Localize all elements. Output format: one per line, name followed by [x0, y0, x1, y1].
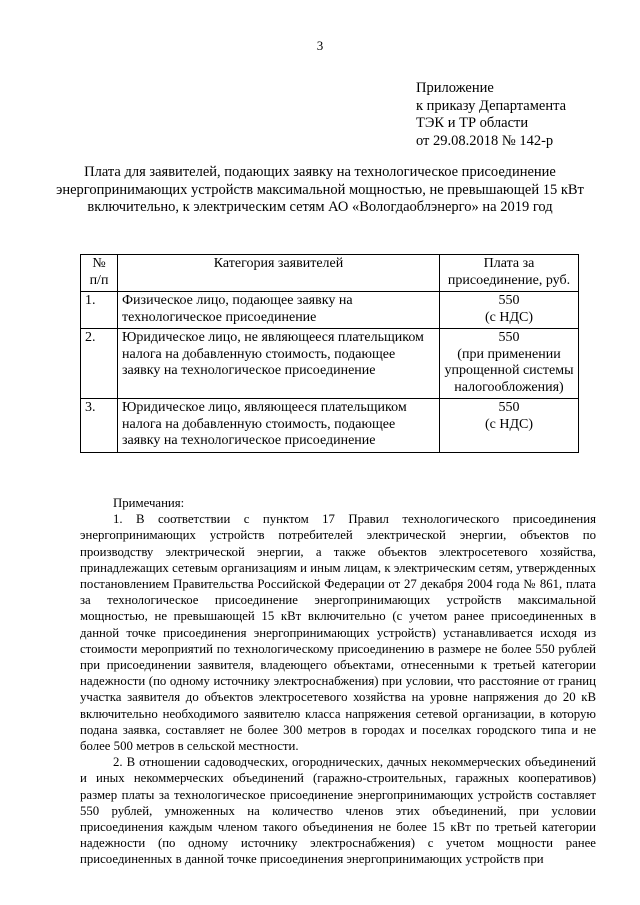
row-fee — [440, 329, 579, 399]
page-number: 3 — [316, 38, 324, 53]
row-category: Юридическое лицо, являющееся плательщиком налога на добавленную стоимость, подающее заявку на технологическое присоединение — [118, 399, 440, 453]
appendix-line: Приложение — [416, 80, 494, 96]
table-header-row — [81, 255, 579, 292]
fee-note: (при применении упрощенной системы налогообложения) — [444, 346, 574, 395]
notes-section — [80, 495, 596, 868]
fee-table — [80, 254, 579, 453]
row-fee — [440, 399, 579, 453]
row-num: 1. — [81, 292, 118, 329]
notes-title: Примечания: — [113, 496, 185, 510]
appendix-line: ТЭК и ТР области — [416, 115, 529, 131]
appendix-line: от 29.08.2018 № 142-р — [416, 132, 554, 149]
appendix-line: к приказу Департамента — [416, 97, 567, 114]
row-num: 3. — [81, 399, 118, 453]
note-paragraph: 1. В соответствии с пунктом 17 Правил технологического присоединения энергопринимающих устройств потребителей электрической энергии, объектов по производству электрической энергии, а также объектов электросетевого хозяйства, принадлежащих сетевым организациям и иным лицам, к электрическим сетям, утвержденных постановлением Правительства Российской Федерации от 27 декабря 2004 года № 861, плата за технологическое присоединение энергопринимающих устройств максимальной мощностью, не превышающей 15 кВт включительно (с учетом ранее присоединенных в данной точке присоединения энергопринимающих устройств) устанавливается исходя из стоимости мероприятий по технологическому присоединению в размере не более 550 рублей при присоединении заявителя, владеющего объектами, отнесенными к третьей категории надежности (по одному источнику электроснабжения) при условии, что расстояние от границ участка заявителя до объектов электросетевого хозяйства на уровне напряжения до 20 кВ включительно необходимого заявителю класса напряжения сетевой организации, в которую подана заявка, составляет не более 300 метров в городах и поселках городского типа и не более 500 метров в сельской местности. — [80, 512, 596, 754]
header-num: № п/п — [81, 255, 118, 292]
fee-value: 550 — [498, 330, 520, 345]
fee-value: 550 — [498, 400, 520, 415]
row-category: Физическое лицо, подающее заявку на технологическое присоединение — [118, 292, 440, 329]
table-row — [81, 292, 579, 329]
fee-note: (с НДС) — [484, 416, 534, 432]
row-num: 2. — [81, 329, 118, 399]
row-fee — [440, 292, 579, 329]
header-category: Категория заявителей — [118, 255, 440, 292]
fee-value: 550 — [498, 293, 520, 308]
document-title: Плата для заявителей, подающих заявку на технологическое присоединение энергопринимающих устройств максимальной мощностью, не превышающей 15 кВт включительно, к электрическим сетям АО «Вологдаоблэнерго» на 2019 год — [56, 164, 584, 215]
table-row — [81, 329, 579, 399]
note-paragraph: 2. В отношении садоводческих, огороднических, дачных некоммерческих объединений и иных некоммерческих объединений (гаражно-строительных, гаражных кооперативов) размер платы за технологическое присоединение энергопринимающих устройств составляет 550 рублей, умноженных на количество членов этих объединений, при условии присоединения каждым членом такого объединения не более 15 кВт по третьей категории надежности (по одному источнику электроснабжения) с учетом мощности ранее присоединенных в данной точке присоединения энергопринимающих устройств при — [80, 755, 596, 867]
table-row — [81, 399, 579, 453]
appendix-header — [416, 80, 566, 150]
row-category: Юридическое лицо, не являющееся плательщиком налога на добавленную стоимость, подающее заявку на технологическое присоединение — [118, 329, 440, 399]
header-fee: Плата за присоединение, руб. — [440, 255, 579, 292]
fee-note: (с НДС) — [484, 309, 534, 325]
